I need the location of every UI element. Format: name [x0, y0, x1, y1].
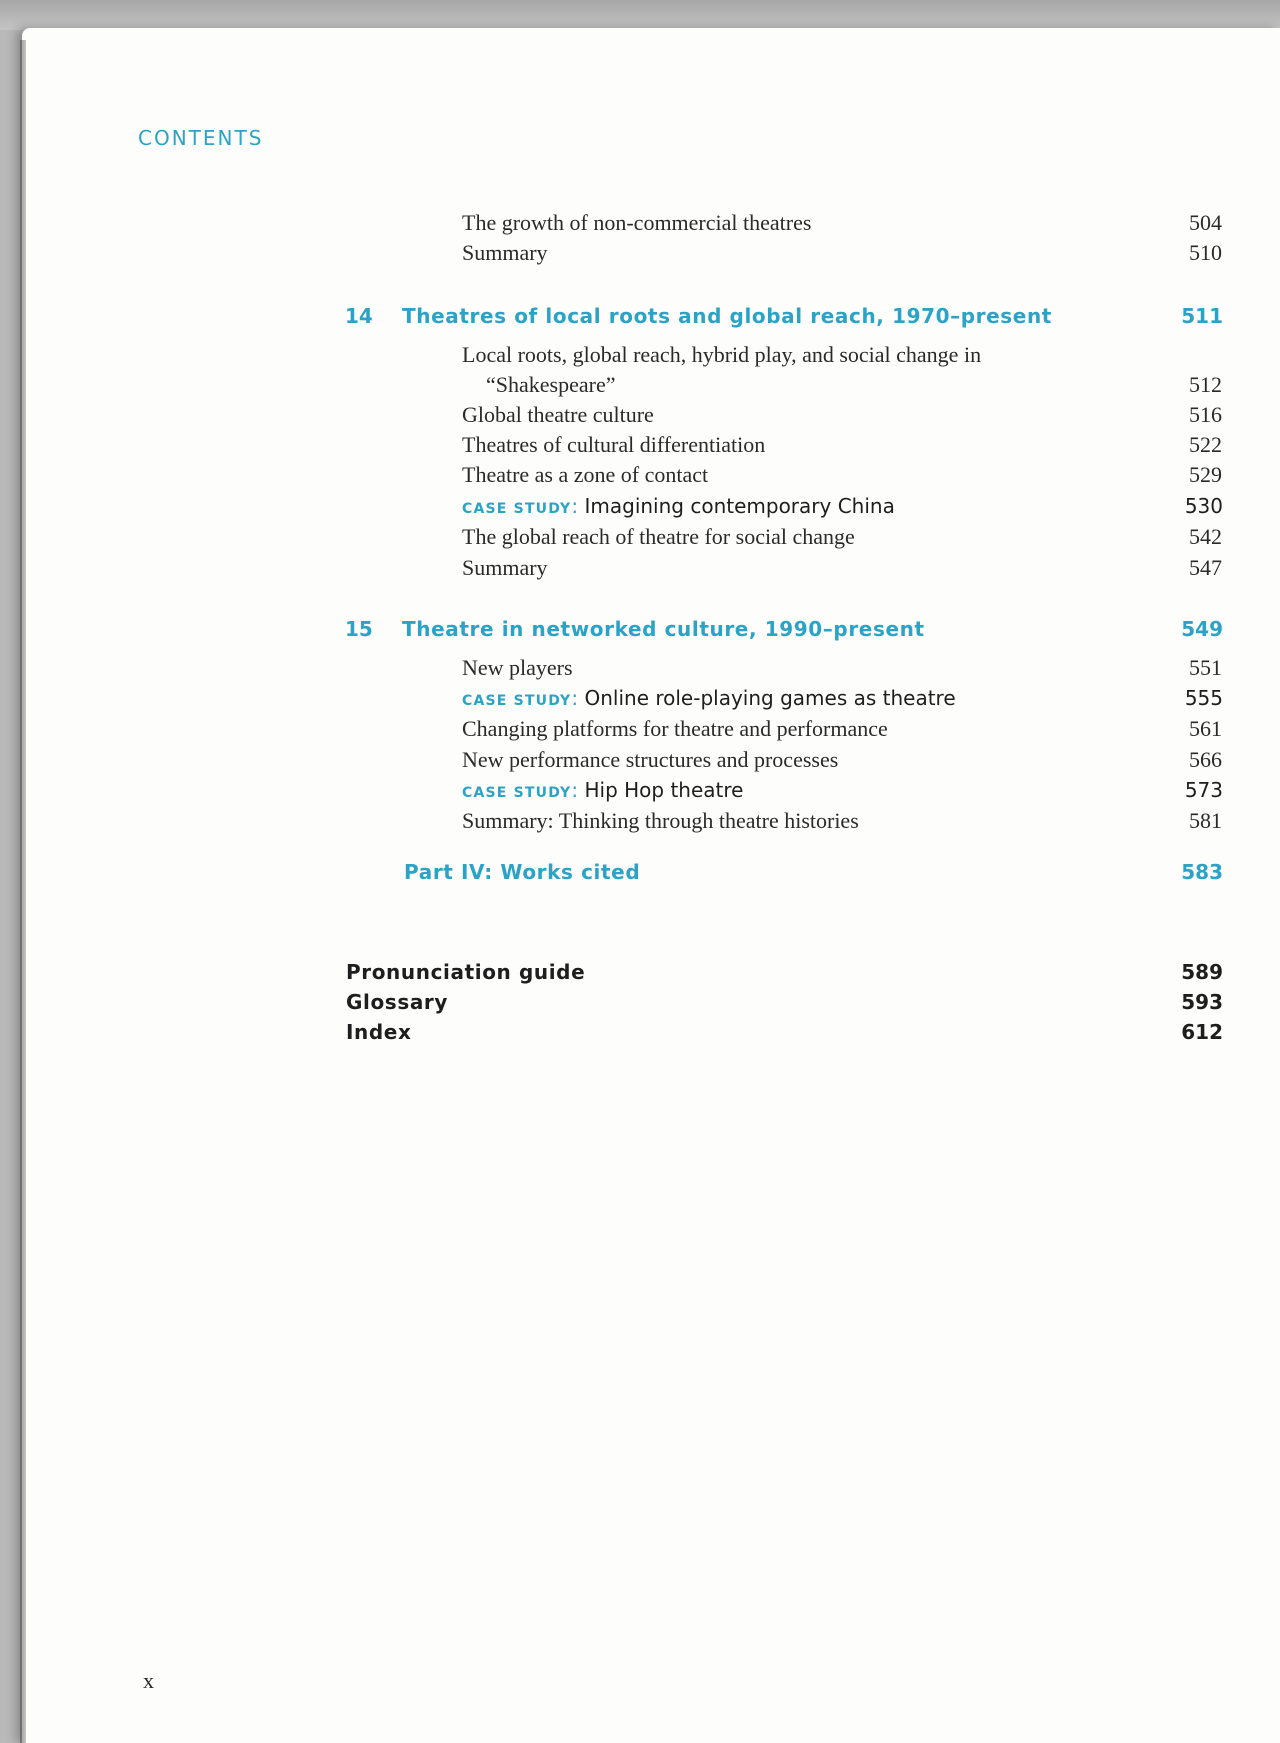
case-study-title: Imagining contemporary China — [584, 494, 895, 518]
toc-entry-label: Global theatre culture — [462, 402, 654, 427]
toc-entry-page: 547 — [1189, 555, 1222, 580]
toc-entry-label: CASE STUDY: Online role-playing games as theatre — [462, 686, 956, 710]
running-head: CONTENTS — [138, 126, 264, 150]
toc-entry-page: 510 — [1189, 240, 1222, 265]
toc-entry-label: The growth of non-commercial theatres — [462, 210, 812, 235]
case-study-title: Online role-playing games as theatre — [584, 686, 956, 710]
chapter-number: 14 — [345, 304, 373, 328]
toc-entry-page: 529 — [1189, 462, 1222, 487]
chapter-title: Theatre in networked culture, 1990–present — [402, 617, 925, 641]
back-matter-page: 593 — [1181, 990, 1223, 1014]
toc-entry-page: 573 — [1184, 778, 1223, 802]
back-matter-title: Pronunciation guide — [346, 960, 586, 984]
toc-entry-label: The global reach of theatre for social change — [462, 524, 855, 549]
back-matter-page: 589 — [1181, 960, 1223, 984]
back-matter-title: Glossary — [346, 990, 449, 1014]
back-matter-page: 612 — [1181, 1020, 1223, 1044]
chapter-number: 15 — [345, 617, 373, 641]
case-study-tag: CASE STUDY — [462, 693, 572, 709]
chapter-title: Theatres of local roots and global reach, 1970–present — [402, 304, 1052, 328]
toc-entry-label: CASE STUDY: Imagining contemporary China — [462, 494, 895, 518]
toc-entry-page: 504 — [1189, 210, 1222, 235]
toc-entry-label: Changing platforms for theatre and performance — [462, 716, 888, 741]
toc-entry-page: 516 — [1189, 402, 1222, 427]
toc-entry-label: New performance structures and processes — [462, 747, 839, 772]
toc-entry-label: Summary — [462, 240, 548, 265]
toc-entry-page: 555 — [1184, 686, 1223, 710]
toc-entry-label: Theatres of cultural differentiation — [462, 432, 766, 457]
toc-entry-page: 512 — [1189, 372, 1222, 397]
case-study-tag: CASE STUDY — [462, 501, 572, 517]
toc-entry-page: 551 — [1189, 655, 1222, 680]
chapter-page: 549 — [1181, 617, 1223, 641]
case-study-tag: CASE STUDY — [462, 785, 572, 801]
part-page: 583 — [1181, 860, 1223, 884]
toc-entry-page: 530 — [1184, 494, 1223, 518]
case-study-title: Hip Hop theatre — [584, 778, 744, 802]
toc-entry-page: 581 — [1189, 808, 1222, 833]
page-folio: x — [143, 1668, 154, 1693]
toc-entry-label: Summary: Thinking through theatre histories — [462, 808, 859, 833]
toc-entry-page: 566 — [1189, 747, 1222, 772]
toc-entry-label: Theatre as a zone of contact — [462, 462, 709, 487]
toc-entry-label: Local roots, global reach, hybrid play, and social change in — [462, 342, 982, 367]
toc-entry-label: Summary — [462, 555, 548, 580]
toc-entry-label: “Shakespeare” — [486, 372, 616, 397]
back-matter-title: Index — [346, 1020, 412, 1044]
chapter-page: 511 — [1181, 304, 1223, 328]
part-title: Part IV: Works cited — [404, 860, 641, 884]
toc-entry-page: 561 — [1189, 716, 1222, 741]
toc-entry-label: CASE STUDY: Hip Hop theatre — [462, 778, 744, 802]
toc-entry-page: 542 — [1189, 524, 1222, 549]
toc-entry-label: New players — [462, 655, 573, 680]
toc-entry-page: 522 — [1189, 432, 1222, 457]
